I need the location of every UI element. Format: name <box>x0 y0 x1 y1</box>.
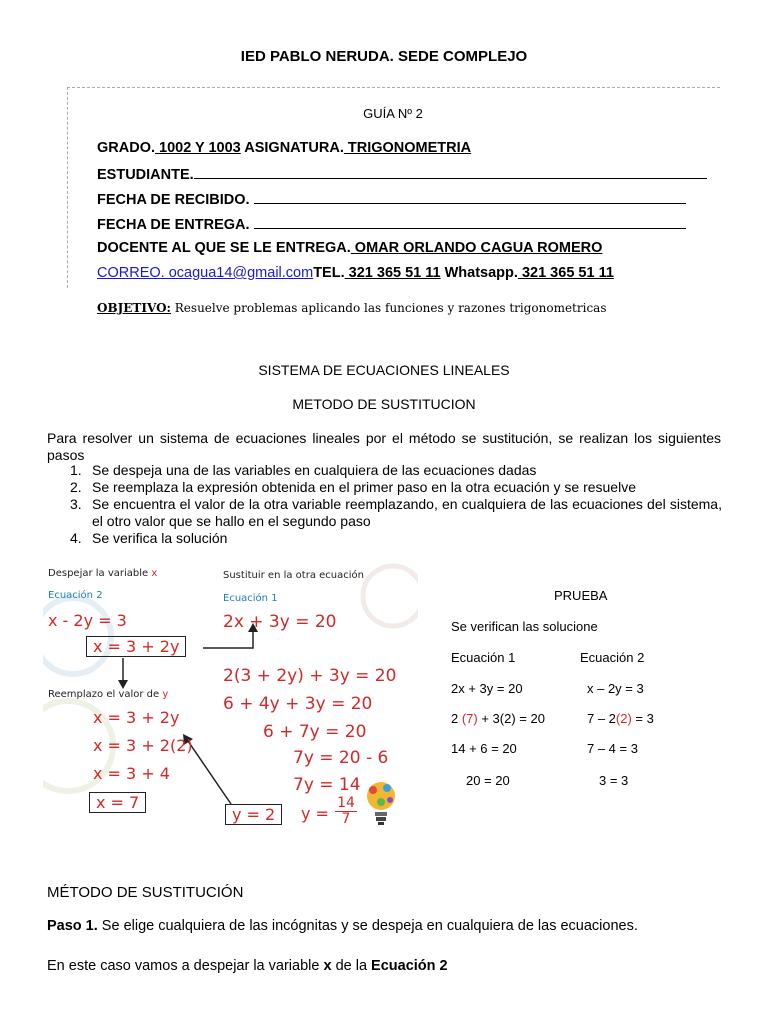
eq-a2-boxed: x = 3 + 2y <box>86 636 186 657</box>
list-item-number: 2. <box>70 479 82 495</box>
paso-1-text: Se elige cualquiera de las incógnitas y se despeja en cualquiera de las ecuaciones. <box>97 918 638 934</box>
eq-c7-denominator: 7 <box>341 811 351 827</box>
list-item-text: Se verifica la solución <box>92 530 228 546</box>
guia-number: GUÍA Nº 2 <box>363 106 423 121</box>
list-item <box>70 462 730 479</box>
list-item <box>70 496 730 529</box>
eq-c1: 2x + 3y = 20 <box>223 612 337 632</box>
docente-row <box>97 240 602 256</box>
eq-a1: x - 2y = 3 <box>48 611 127 630</box>
grado-value: 1002 Y 1003 <box>155 140 241 156</box>
label-ecuacion-2: Ecuación 2 <box>48 590 103 601</box>
prueba-col1-header: Ecuación 1 <box>451 650 516 665</box>
eq-c4: 6 + 7y = 20 <box>263 722 367 742</box>
asignatura-value: TRIGONOMETRIA <box>343 140 472 156</box>
prueba-col2-header: Ecuación 2 <box>580 650 645 665</box>
grado-label: GRADO. <box>97 140 155 156</box>
paso-1-label: Paso 1. <box>47 918 98 934</box>
eq-c7-numerator: 14 <box>335 796 357 812</box>
eq-b3: x = 3 + 4 <box>93 764 170 783</box>
objetivo <box>97 301 606 315</box>
prueba-r4c1: 20 = 20 <box>466 773 510 788</box>
prueba-r2c1 <box>451 711 545 726</box>
list-item-number: 1. <box>70 462 82 478</box>
label-despejar-text: Despejar la variable <box>48 568 152 579</box>
list-item <box>70 479 730 496</box>
intro-paragraph: Para resolver un sistema de ecuaciones lineales por el método se sustitución, se realizan los siguientes pasos <box>47 430 721 463</box>
docente-value: OMAR ORLANDO CAGUA ROMERO <box>350 240 603 256</box>
caso-text-b: de la <box>331 958 372 974</box>
eq-c7-left: y = <box>301 804 329 823</box>
prueba-r3c2: 7 – 4 = 3 <box>587 741 638 756</box>
lightbulb-icon <box>367 782 395 825</box>
label-ecuacion-1: Ecuación 1 <box>223 593 278 604</box>
prueba-r2c1-a: 2 <box>451 711 462 726</box>
whatsapp-value: 321 365 51 11 <box>517 265 614 281</box>
estudiante-blank-line <box>194 165 707 179</box>
caso-var: x <box>323 958 332 974</box>
prueba-subtitle: Se verifican las solucione <box>451 619 598 634</box>
whatsapp-label: Whatsapp. <box>440 265 518 281</box>
eq-c7 <box>301 804 329 823</box>
prueba-r1c2: x – 2y = 3 <box>587 681 644 696</box>
paso-1 <box>47 918 638 934</box>
section-subtitle: METODO DE SUSTITUCION <box>292 396 476 412</box>
objetivo-label: OBJETIVO: <box>97 301 171 315</box>
eq-c6: 7y = 14 <box>293 775 361 795</box>
eq-y-boxed: y = 2 <box>225 804 282 825</box>
eq-b1: x = 3 + 2y <box>93 708 180 727</box>
eq-c7-fraction <box>335 796 357 827</box>
label-reemplazo-text: Reemplazo el valor de <box>48 689 163 700</box>
list-item-number: 3. <box>70 496 82 512</box>
eq-b4-boxed: x = 7 <box>89 792 146 813</box>
asignatura-label: ASIGNATURA. <box>240 140 344 156</box>
caso-line <box>47 958 448 974</box>
prueba-r4c2: 3 = 3 <box>599 773 629 788</box>
document-title: IED PABLO NERUDA. SEDE COMPLEJO <box>240 48 528 65</box>
entrega-row <box>97 215 686 233</box>
list-item-text: Se despeja una de las variables en cualquiera de las ecuaciones dadas <box>92 462 537 478</box>
prueba-title: PRUEBA <box>554 588 608 603</box>
prueba-r2c2 <box>587 711 654 726</box>
prueba-r2c1-red: (7) <box>461 711 478 726</box>
prueba-r2c2-a: 7 – 2 <box>587 711 616 726</box>
list-item-text: Se reemplaza la expresión obtenida en el primer paso en la otra ecuación y se resuelve <box>92 479 636 495</box>
eq-c3: 6 + 4y + 3y = 20 <box>223 694 373 714</box>
prueba-r3c1: 14 + 6 = 20 <box>451 741 517 756</box>
label-reemplazo-var: y <box>162 689 169 700</box>
estudiante-row <box>97 165 707 183</box>
prueba-r2c2-b: = 3 <box>631 711 654 726</box>
prueba-r2c2-red: (2) <box>615 711 632 726</box>
list-item <box>70 530 730 547</box>
docente-label: DOCENTE AL QUE SE LE ENTREGA. <box>97 240 351 256</box>
correo-link[interactable]: CORREO. ocagua14@gmail.com <box>97 265 314 281</box>
eq-c5: 7y = 20 - 6 <box>293 748 389 768</box>
estudiante-label: ESTUDIANTE. <box>97 167 194 183</box>
contacto-row <box>97 265 614 281</box>
section-title: SISTEMA DE ECUACIONES LINEALES <box>258 362 510 378</box>
label-despejar-var: x <box>151 568 158 579</box>
objetivo-text: Resuelve problemas aplicando las funciones y razones trigonometricas <box>170 301 607 315</box>
prueba-r2c1-b: + 3(2) = 20 <box>477 711 545 726</box>
tel-value: 321 365 51 11 <box>344 265 441 281</box>
eq-c2: 2(3 + 2y) + 3y = 20 <box>223 666 397 686</box>
eq-b2: x = 3 + 2(2) <box>93 736 193 755</box>
tel-label: TEL. <box>313 265 345 281</box>
label-despejar <box>48 568 157 579</box>
label-sustituir: Sustituir en la otra ecuación <box>223 570 364 581</box>
prueba-r1c1: 2x + 3y = 20 <box>451 681 523 696</box>
entrega-label: FECHA DE ENTREGA. <box>97 217 254 233</box>
recibido-row <box>97 190 686 208</box>
recibido-blank-line <box>254 190 686 204</box>
caso-text-a: En este caso vamos a despejar la variable <box>47 958 324 974</box>
substitution-example-figure <box>43 546 418 838</box>
list-item-number: 4. <box>70 530 82 546</box>
grado-row <box>97 140 471 156</box>
entrega-blank-line <box>254 215 686 229</box>
label-reemplazo <box>48 689 168 700</box>
recibido-label: FECHA DE RECIBIDO. <box>97 192 254 208</box>
caso-equation: Ecuación 2 <box>371 958 448 974</box>
metodo-heading: MÉTODO DE SUSTITUCIÓN <box>47 884 244 901</box>
list-item-text: Se encuentra el valor de la otra variable reemplazando, en cualquiera de las ecuaciones del sistema, el otro valor que se hallo en el segundo paso <box>92 496 722 529</box>
